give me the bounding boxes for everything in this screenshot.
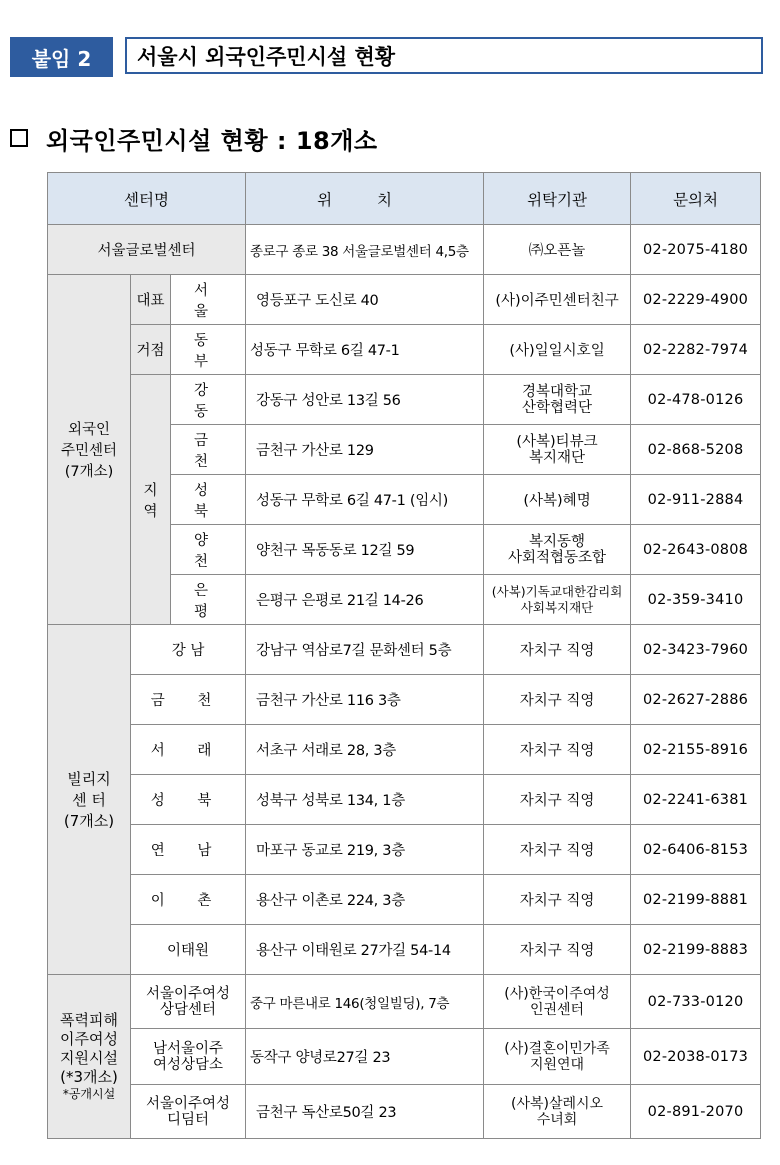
center-agency: (사)이주민센터친구 [484, 275, 631, 325]
center-location: 성북구 성북로 134, 1층 [246, 775, 484, 825]
center-agency: 자치구 직영 [484, 825, 631, 875]
center-name: 서 울 [171, 275, 246, 325]
center-name: 강 남 [131, 625, 246, 675]
center-location: 양천구 목동동로 12길 59 [246, 525, 484, 575]
document-title: 서울시 외국인주민시설 현황 [125, 37, 763, 74]
center-agency: 자치구 직영 [484, 625, 631, 675]
center-phone: 02-2199-8883 [631, 925, 761, 975]
center-phone: 02-2241-6381 [631, 775, 761, 825]
center-phone: 02-3423-7960 [631, 625, 761, 675]
center-name: 성 북 [131, 775, 246, 825]
center-location: 성동구 무학로 6길 47-1 (임시) [246, 475, 484, 525]
center-name: 이 촌 [131, 875, 246, 925]
center-phone: 02-2038-0173 [631, 1029, 761, 1085]
table-row [48, 325, 761, 375]
center-phone: 02-868-5208 [631, 425, 761, 475]
center-agency: (사)일일시호일 [484, 325, 631, 375]
checkbox-icon [10, 129, 28, 147]
center-name: 성 북 [171, 475, 246, 525]
center-phone: 02-2229-4900 [631, 275, 761, 325]
center-phone: 02-478-0126 [631, 375, 761, 425]
center-location: 용산구 이촌로 224, 3층 [246, 875, 484, 925]
center-agency: ㈜오픈놀 [484, 225, 631, 275]
type-hub: 거점 [131, 325, 171, 375]
center-location: 강동구 성안로 13길 56 [246, 375, 484, 425]
center-name: 강 동 [171, 375, 246, 425]
table-row [48, 725, 761, 775]
table-row [48, 975, 761, 1029]
table-row [48, 275, 761, 325]
center-name: 서울글로벌센터 [48, 225, 246, 275]
group-village-center: 빌리지 센 터 (7개소) [48, 625, 131, 975]
center-phone: 02-359-3410 [631, 575, 761, 625]
table-row [48, 925, 761, 975]
facility-table [47, 172, 761, 1139]
center-location: 서초구 서래로 28, 3층 [246, 725, 484, 775]
center-name: 금 천 [171, 425, 246, 475]
attachment-label: 붙임 2 [10, 37, 113, 77]
center-name: 동 부 [171, 325, 246, 375]
center-name: 연 남 [131, 825, 246, 875]
center-phone: 02-891-2070 [631, 1085, 761, 1139]
center-location: 강남구 역삼로7길 문화센터 5층 [246, 625, 484, 675]
center-name: 양 천 [171, 525, 246, 575]
center-phone: 02-2199-8881 [631, 875, 761, 925]
center-phone: 02-911-2884 [631, 475, 761, 525]
center-agency: 복지동행 사회적협동조합 [484, 525, 631, 575]
center-phone: 02-2627-2886 [631, 675, 761, 725]
center-phone: 02-2075-4180 [631, 225, 761, 275]
table-row [48, 375, 761, 425]
center-location: 용산구 이태원로 27가길 54-14 [246, 925, 484, 975]
center-agency: (사복)혜명 [484, 475, 631, 525]
center-location: 중구 마른내로 146(청일빌딩), 7층 [246, 975, 484, 1029]
center-agency: (사)결혼이민가족 지원연대 [484, 1029, 631, 1085]
center-agency: (사복)기독교대한감리회 사회복지재단 [484, 575, 631, 625]
center-location: 종로구 종로 38 서울글로벌센터 4,5층 [246, 225, 484, 275]
center-location: 금천구 가산로 116 3층 [246, 675, 484, 725]
column-header-contact: 문의처 [631, 173, 761, 225]
center-name: 서 래 [131, 725, 246, 775]
center-name: 서울이주여성 상담센터 [131, 975, 246, 1029]
center-phone: 02-2282-7974 [631, 325, 761, 375]
center-location: 동작구 양녕로27길 23 [246, 1029, 484, 1085]
center-location: 마포구 동교로 219, 3층 [246, 825, 484, 875]
center-location: 영등포구 도신로 40 [246, 275, 484, 325]
center-phone: 02-6406-8153 [631, 825, 761, 875]
table-row [48, 875, 761, 925]
table-row [48, 1029, 761, 1085]
center-agency: 자치구 직영 [484, 725, 631, 775]
section-title: 외국인주민시설 현황 : 18개소 [46, 126, 378, 155]
column-header-location: 위 치 [246, 173, 484, 225]
center-name: 은 평 [171, 575, 246, 625]
center-agency: (사)한국이주여성 인권센터 [484, 975, 631, 1029]
center-location: 성동구 무학로 6길 47-1 [246, 325, 484, 375]
center-name: 금 천 [131, 675, 246, 725]
type-representative: 대표 [131, 275, 171, 325]
center-agency: (사복)살레시오 수녀회 [484, 1085, 631, 1139]
table-row [48, 775, 761, 825]
center-agency: 경복대학교 산학협력단 [484, 375, 631, 425]
table-header-row [48, 173, 761, 225]
table-row [48, 1085, 761, 1139]
group-foreign-center: 외국인 주민센터 (7개소) [48, 275, 131, 625]
center-location: 금천구 독산로50길 23 [246, 1085, 484, 1139]
table-row [48, 625, 761, 675]
center-phone: 02-2155-8916 [631, 725, 761, 775]
column-header-name: 센터명 [48, 173, 246, 225]
table-row [48, 675, 761, 725]
table-row [48, 225, 761, 275]
group-violence-support: 폭력피해 이주여성 지원시설 (*3개소) *공개시설 [48, 975, 131, 1139]
center-agency: 자치구 직영 [484, 775, 631, 825]
center-location: 금천구 가산로 129 [246, 425, 484, 475]
center-phone: 02-2643-0808 [631, 525, 761, 575]
center-name: 남서울이주 여성상담소 [131, 1029, 246, 1085]
center-agency: 자치구 직영 [484, 925, 631, 975]
table-row [48, 825, 761, 875]
column-header-agency: 위탁기관 [484, 173, 631, 225]
section-heading [10, 118, 378, 158]
center-agency: (사복)티뷰크 복지재단 [484, 425, 631, 475]
center-location: 은평구 은평로 21길 14-26 [246, 575, 484, 625]
center-agency: 자치구 직영 [484, 675, 631, 725]
center-name: 이태원 [131, 925, 246, 975]
center-agency: 자치구 직영 [484, 875, 631, 925]
center-name: 서울이주여성 디딤터 [131, 1085, 246, 1139]
center-phone: 02-733-0120 [631, 975, 761, 1029]
type-region: 지 역 [131, 375, 171, 625]
